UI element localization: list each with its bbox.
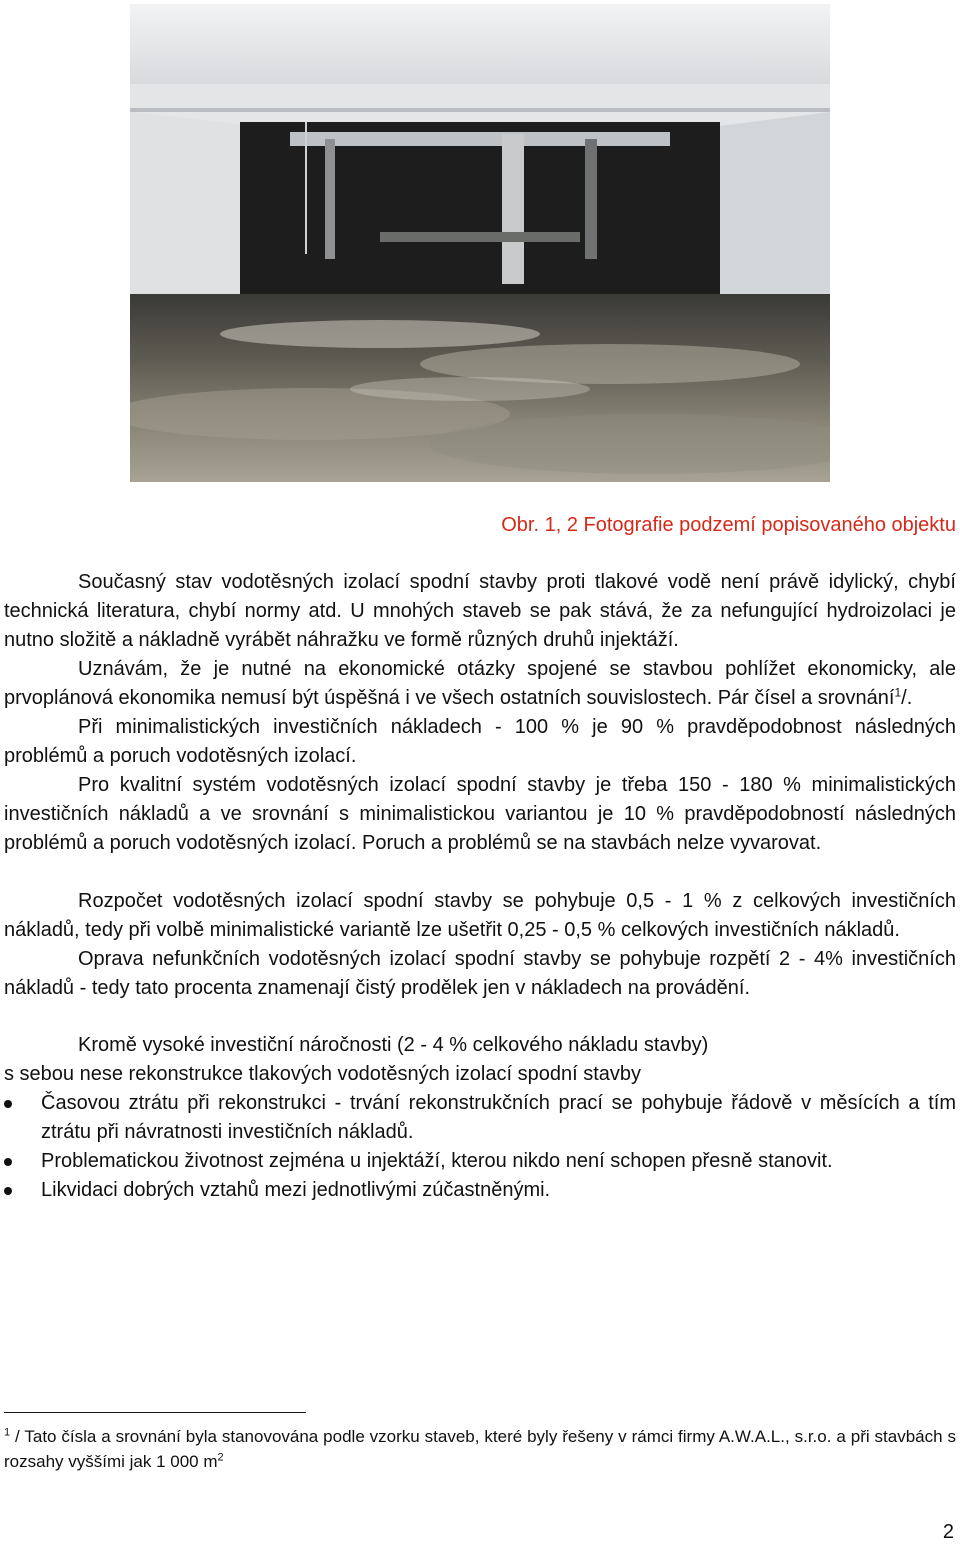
page-number: 2 bbox=[942, 1521, 954, 1543]
list-item-text: Problematickou životnost zejména u injektáží, kterou nikdo není schopen přesně stanovit. bbox=[41, 1150, 833, 1172]
figure-caption: Obr. 1, 2 Fotografie podzemí popisovaného objektu bbox=[501, 514, 956, 536]
bullet-icon bbox=[4, 1187, 12, 1195]
basement-photo bbox=[130, 4, 830, 482]
list-item bbox=[4, 1147, 956, 1176]
list-item-text: Časovou ztrátu při rekonstrukci - trvání rekonstrukčních prací se pohybuje řádově v měsících a tím ztrátu při návratnosti investičních nákladů. bbox=[41, 1092, 956, 1143]
footnote-mark: 1 bbox=[4, 1426, 11, 1439]
list-item-text: Likvidaci dobrých vztahů mezi jednotlivými zúčastněnými. bbox=[41, 1179, 551, 1201]
list-item bbox=[4, 1176, 956, 1205]
bullet-list bbox=[4, 1089, 956, 1205]
paragraph-2-tail: /. bbox=[901, 687, 913, 709]
paragraph-7-line-2: s sebou nese rekonstrukce tlakových vodotěsných izolací spodní stavby bbox=[4, 1063, 642, 1085]
footnote bbox=[4, 1424, 956, 1474]
bullet-icon bbox=[4, 1158, 12, 1166]
footnote-unit-sup: 2 bbox=[217, 1451, 224, 1464]
body-text bbox=[4, 568, 956, 1205]
paragraph-1: Současný stav vodotěsných izolací spodní stavby proti tlakové vodě není právě idylický, chybí technická literatura, chybí normy atd. U mnohých staveb se pak stává, že za nefungující hydroizolaci je nutno složitě a nákladně vyrábět náhražku ve formě různých druhů injektáží. bbox=[4, 571, 956, 651]
footnote-divider bbox=[4, 1412, 306, 1413]
paragraph-7-line-1: Kromě vysoké investiční náročnosti (2 - 4 % celkového nákladu stavby) bbox=[78, 1034, 709, 1056]
paragraph-6: Oprava nefunkčních vodotěsných izolací spodní stavby se pohybuje rozpětí 2 - 4% investičních nákladů - tedy tato procenta znamenají čistý prodělek jen v nákladech na provádění. bbox=[4, 948, 956, 999]
paragraph-3: Při minimalistických investičních nákladech - 100 % je 90 % pravděpodobnost následných problémů a poruch vodotěsných izolací. bbox=[4, 716, 956, 767]
footnote-ref: 1 bbox=[894, 685, 902, 700]
list-item bbox=[4, 1089, 956, 1147]
paragraph-4: Pro kvalitní systém vodotěsných izolací spodní stavby je třeba 150 - 180 % minimalistických investičních nákladů a ve srovnání s minimalistickou variantou je 10 % pravděpodobností následných problémů a poruch vodotěsných izolací. Poruch a problémů se na stavbách nelze vyvarovat. bbox=[4, 774, 956, 854]
paragraph-2-text: Uznávám, že je nutné na ekonomické otázky spojené se stavbou pohlížet ekonomicky, ale prvoplánová ekonomika nemusí být úspěšná i ve všech ostatních souvislostech. Pár čísel a srovnání bbox=[4, 658, 956, 709]
bullet-icon bbox=[4, 1100, 12, 1108]
paragraph-5: Rozpočet vodotěsných izolací spodní stavby se pohybuje 0,5 - 1 % z celkových investičních nákladů, tedy při volbě minimalistické variantě lze ušetřit 0,25 - 0,5 % celkových investičních nákladů. bbox=[4, 890, 956, 941]
paragraph-2 bbox=[4, 655, 956, 713]
footnote-text: / Tato čísla a srovnání byla stanovována podle vzorku staveb, které byly řešeny v rámci firmy A.W.A.L., s.r.o. a při stavbách s rozsahy vyššími jak 1 000 m bbox=[4, 1427, 956, 1471]
